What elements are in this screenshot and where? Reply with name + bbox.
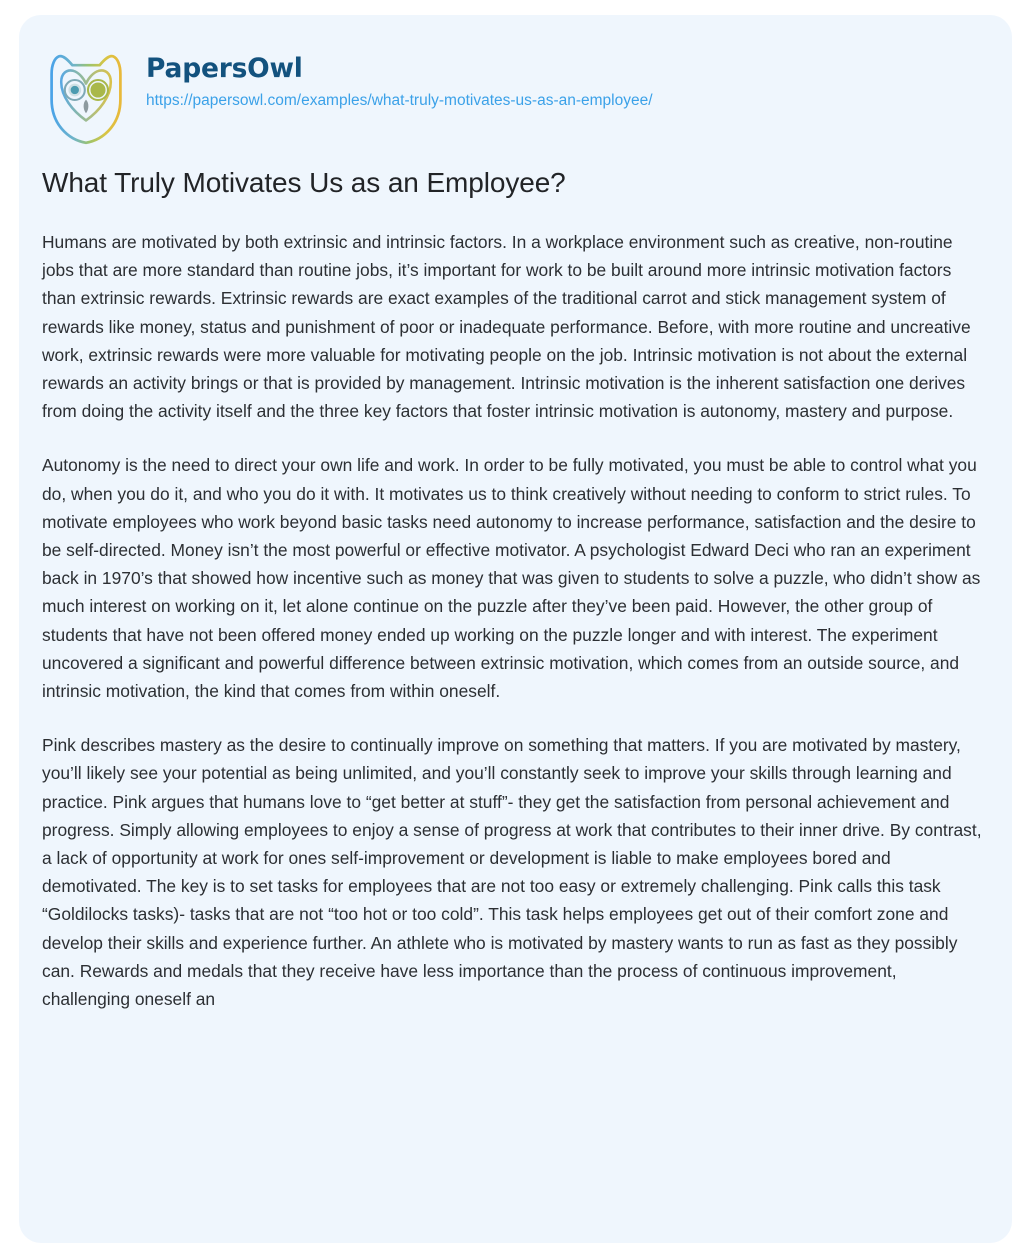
article-body xyxy=(42,228,989,1013)
brand-text-block xyxy=(146,48,653,111)
page-card xyxy=(19,15,1012,1243)
site-header xyxy=(42,48,653,146)
brand-wordmark: PapersOwl xyxy=(146,53,303,84)
page-title: What Truly Motivates Us as an Employee? xyxy=(42,167,566,198)
article-paragraph: Humans are motivated by both extrinsic and intrinsic factors. In a workplace environment such as creative, non-routine jobs that are more standard than routine jobs, it’s important for work to be built around more intrinsic motivation factors than extrinsic rewards. Extrinsic rewards are exact examples of the traditional carrot and stick management system of rewards like money, status and punishment of poor or inadequate performance. Before, with more routine and uncreative work, extrinsic rewards were more valuable for motivating people on the job. Intrinsic motivation is not about the external rewards an activity brings or that is provided by management. Intrinsic motivation is the inherent satisfaction one derives from doing the activity itself and the three key factors that foster intrinsic motivation is autonomy, mastery and purpose. xyxy=(42,232,971,422)
article-paragraph: Pink describes mastery as the desire to continually improve on something that matters. If you are motivated by mastery, you’ll likely see your potential as being unlimited, and you’ll constantly seek to improve your skills through learning and practice. Pink argues that humans love to “get better at stuff”- they get the satisfaction from personal achievement and progress. Simply allowing employees to enjoy a sense of progress at work that contributes to their inner drive. By contrast, a lack of opportunity at work for ones self-improvement or development is liable to make employees bored and demotivated. The key is to set tasks for employees that are not too easy or extremely challenging. Pink calls this task “Goldilocks tasks)- tasks that are not “too hot or too cold”. This task helps employees get out of their comfort zone and develop their skills and experience further. An athlete who is motivated by mastery wants to run as fast as they possibly can. Rewards and medals that they receive have less importance than the process of continuous improvement, challenging oneself an xyxy=(42,735,982,1010)
owl-logo-icon xyxy=(42,50,130,146)
site-url-link[interactable]: https://papersowl.com/examples/what-truly-motivates-us-as-an-employee/ xyxy=(146,92,653,110)
article-paragraph: Autonomy is the need to direct your own life and work. In order to be fully motivated, you must be able to control what you do, when you do it, and who you do it with. It motivates us to think creatively without needing to conform to strict rules. To motivate employees who work beyond basic tasks need autonomy to increase performance, satisfaction and the desire to be self-directed. Money isn’t the most powerful or effective motivator. A psychologist Edward Deci who ran an experiment back in 1970’s that showed how incentive such as money that was given to students to solve a puzzle, who didn’t show as much interest on working on it, let alone continue on the puzzle after they’ve been paid. However, the other group of students that have not been offered money ended up working on the puzzle longer and with interest. The experiment uncovered a significant and powerful difference between extrinsic motivation, which comes from an outside source, and intrinsic motivation, the kind that comes from within oneself. xyxy=(42,455,981,702)
article xyxy=(42,165,992,1013)
